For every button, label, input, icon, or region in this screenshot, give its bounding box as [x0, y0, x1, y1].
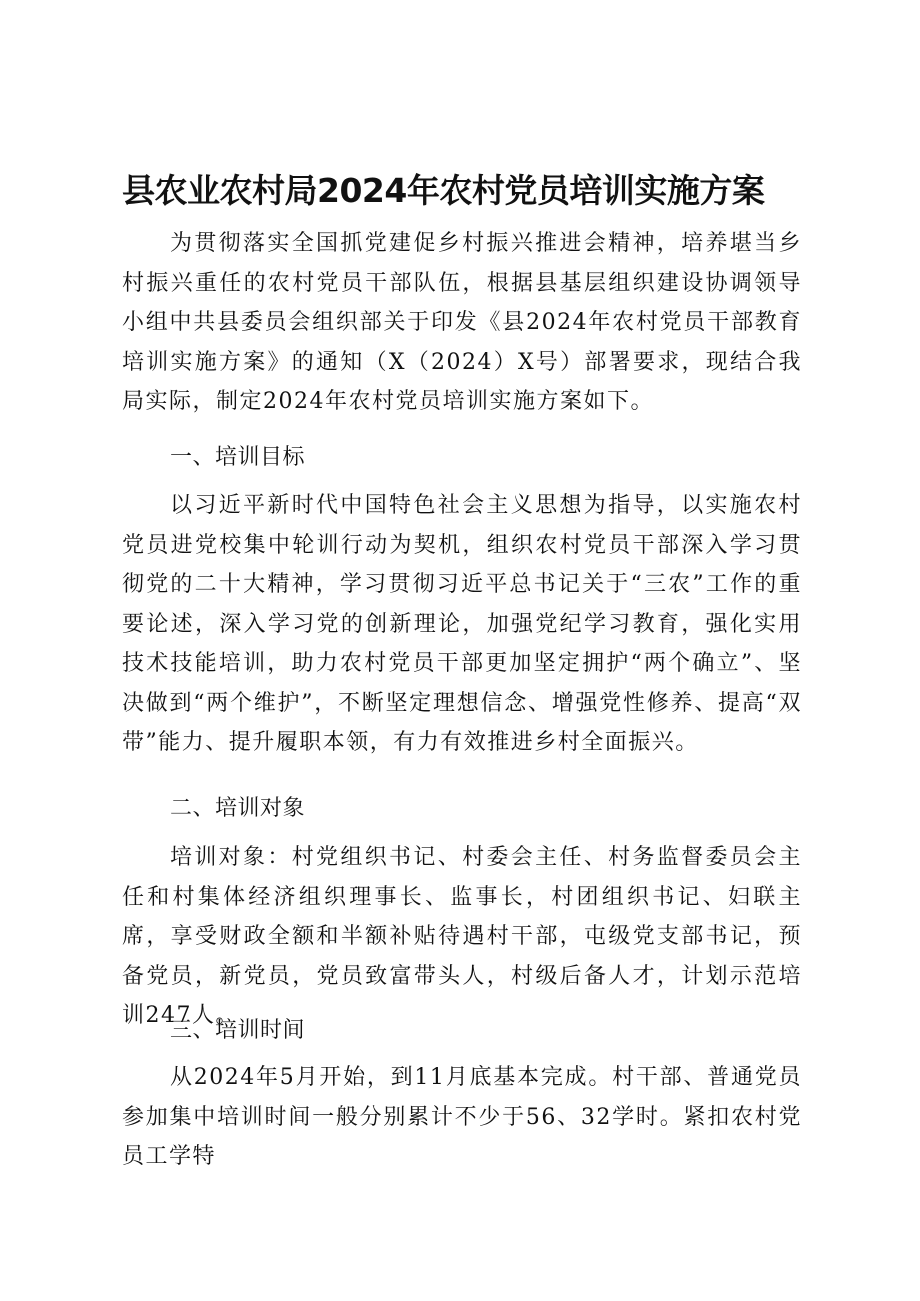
intro-paragraph: 为贯彻落实全国抓党建促乡村振兴推进会精神，培养堪当乡村振兴重任的农村党员干部队伍，根据县基层组织建设协调领导小组中共县委员会组织部关于印发《县2024年农村党员干部教育培训实施方案》的通知（X（2024）X号）部署要求，现结合我局实际，制定2024年农村党员培训实施方案如下。: [122, 231, 802, 414]
section-heading-goals: 一、培训目标: [170, 445, 306, 470]
section-body-goals: 以习近平新时代中国特色社会主义思想为指导，以实施农村党员进党校集中轮训行动为契机，组织农村党员干部深入学习贯彻党的二十大精神，学习贯彻习近平总书记关于“三农”工作的重要论述，深入学习党的创新理论，加强党纪学习教育，强化实用技术技能培训，助力农村党员干部更加坚定拥护“两个确立”、坚决做到“两个维护”，不断坚定理想信念、增强党性修养、提高“双带”能力、提升履职本领，有力有效推进乡村全面振兴。: [122, 493, 802, 755]
document-title: 县农业农村局2024年农村党员培训实施方案: [122, 171, 765, 210]
section-body-schedule: 从2024年5月开始，到11月底基本完成。村干部、普通党员参加集中培训时间一般分别累计不少于56、32学时。紧扣农村党员工学特: [122, 1065, 802, 1169]
section-heading-schedule: 三、培训时间: [170, 1018, 306, 1043]
section-heading-audience: 二、培训对象: [170, 796, 306, 821]
section-body-audience: 培训对象：村党组织书记、村委会主任、村务监督委员会主任和村集体经济组织理事长、监事长，村团组织书记、妇联主席，享受财政全额和半额补贴待遇村干部，屯级党支部书记，预备党员，新党员，党员致富带头人，村级后备人才，计划示范培训247人。: [122, 845, 802, 1028]
